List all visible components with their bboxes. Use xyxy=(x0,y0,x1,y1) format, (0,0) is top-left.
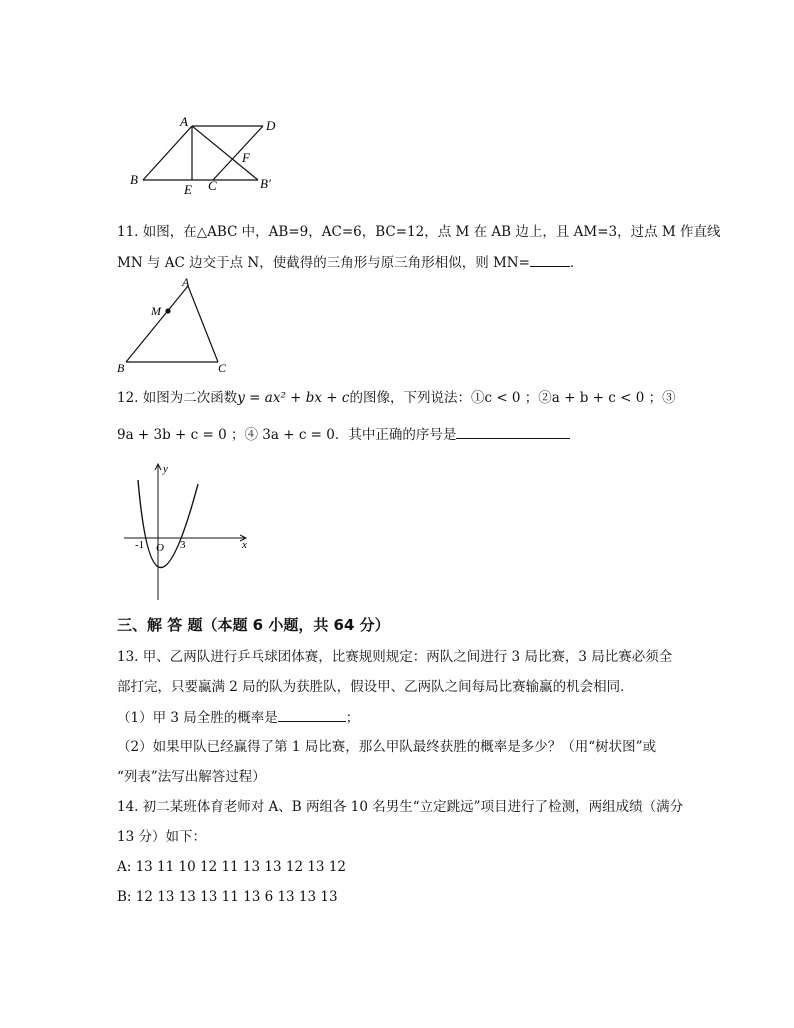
label-M: M xyxy=(151,304,161,318)
geometry-figure-top xyxy=(120,110,290,200)
q13-part1-end: ； xyxy=(345,710,360,726)
q13-line1: 13. 甲、乙两队进行乒乓球团体赛，比赛规则规定：两队之间进行 3 局比赛，3 局比赛必须全 xyxy=(117,649,673,665)
label-F: F xyxy=(242,150,250,165)
label-neg1: -1 xyxy=(135,539,145,551)
q13-part1 xyxy=(117,707,359,728)
q14-line2: 13 分）如下： xyxy=(117,829,206,845)
q12-line1-post: 的图像，下列说法：①c < 0 ；②a + b + c < 0 ；③ xyxy=(349,390,676,406)
label-D: D xyxy=(266,118,276,133)
q12-line2 xyxy=(117,424,570,445)
label-E: E xyxy=(184,182,192,197)
q14-line1: 14. 初二某班体育老师对 A、B 两组各 10 名男生“立定跳远”项目进行了检测，两组成绩（满分 xyxy=(117,799,684,815)
label-y: y xyxy=(163,463,168,475)
parabola-curve xyxy=(138,480,198,568)
q11-line1: 11. 如图，在△ABC 中，AB=9，AC=6，BC=12，点 M 在 AB 边上，且 AM=3，过点 M 作直线 xyxy=(117,224,721,240)
label-C: C xyxy=(208,178,217,193)
answer-blank-mn[interactable] xyxy=(530,252,570,267)
section-heading: 三、解 答 题（本题 6 小题，共 64 分） xyxy=(117,616,390,634)
q12-formula: y = ax² + bx + c xyxy=(237,390,350,406)
answer-blank-q13[interactable] xyxy=(278,707,346,722)
q11-line2-end: ． xyxy=(569,255,584,271)
label-B: B xyxy=(117,361,125,375)
label-3: 3 xyxy=(180,539,186,551)
q14-row-b: B: 12 13 13 13 11 13 6 13 13 13 xyxy=(117,889,338,905)
label-B: B xyxy=(130,172,138,187)
label-C: C xyxy=(218,361,227,375)
triangle-figure-q11 xyxy=(110,272,240,382)
q14-row-a: A: 13 11 10 12 11 13 13 12 13 12 xyxy=(117,859,346,875)
label-A: A xyxy=(182,275,190,289)
q12-line1-pre: 12. 如图为二次函数 xyxy=(117,390,238,406)
label-A: A xyxy=(180,114,188,129)
q13-part2-line2: “列表”法写出解答过程） xyxy=(117,769,266,785)
q12-line2-text: 9a + 3b + c = 0 ；④ 3a + c = 0．其中正确的序号是 xyxy=(117,427,457,443)
q13-part1-text: （1）甲 3 局全胜的概率是 xyxy=(117,710,278,726)
label-B-prime: B′ xyxy=(260,176,271,191)
q11-line2 xyxy=(117,252,583,273)
point-m xyxy=(165,308,170,313)
answer-blank-q12[interactable] xyxy=(456,424,570,439)
q13-part2-line1: （2）如果甲队已经赢得了第 1 局比赛，那么甲队最终获胜的概率是多少？（用“树状图”或 xyxy=(117,739,657,755)
parabola-graph-q12 xyxy=(118,458,258,603)
label-origin: O xyxy=(156,542,164,554)
label-x: x xyxy=(242,539,247,551)
q12-line1 xyxy=(117,388,676,408)
q11-line2-text: MN 与 AC 边交于点 N，使截得的三角形与原三角形相似，则 MN= xyxy=(117,255,530,271)
q13-line2: 部打完，只要赢满 2 局的队为获胜队，假设甲、乙两队之间每局比赛输赢的机会相同． xyxy=(117,679,634,695)
